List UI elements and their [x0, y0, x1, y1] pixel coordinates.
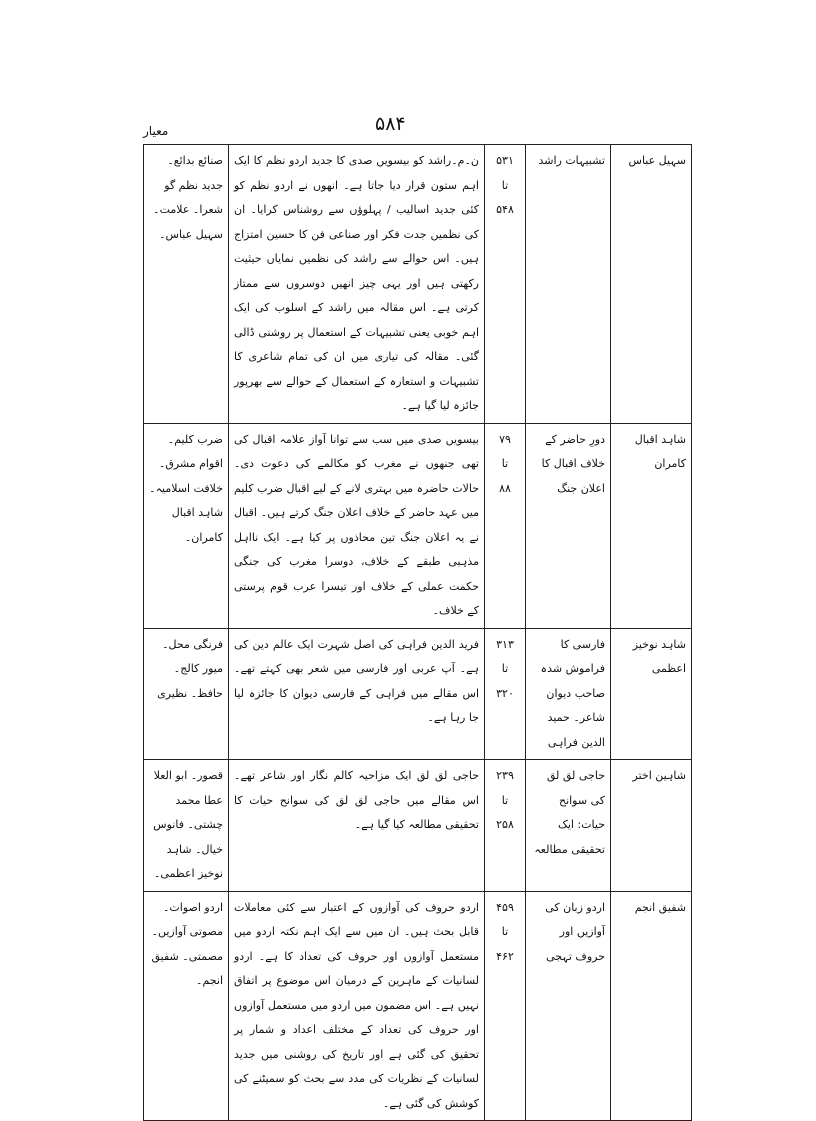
author-cell: شاہد اقبال کامران [611, 423, 692, 628]
page-range-part: تا [501, 662, 509, 675]
summary-cell: بیسویں صدی میں سب سے توانا آواز علامہ اقبال کی تھی جنھوں نے مغرب کو مکالمے کی دعوت دی۔ حالات حاضرہ میں بہتری لانے کے لیے اقبال ضرب کلیم میں عہد حاضر کے خلاف اعلان جنگ کرتے ہیں۔ اقبال نے یہ اعلان جنگ تین محاذوں پر کیا ہے۔ ایک نااہل مذہبی طبقے کے خلاف، دوسرا مغرب کی جنگی حکمت عملی کے خلاف اور تیسرا عرب قوم پرستی کے خلاف۔ [229, 423, 485, 628]
page-range-part: ۴۶۲ [496, 949, 514, 963]
page-range-part: ۸۸ [499, 481, 511, 495]
keywords-cell: صنائع بدائع۔ جدید نظم گو شعرا۔ علامت۔ سہیل عباس۔ [144, 145, 229, 424]
pages-cell [485, 891, 526, 1121]
page-range-part: ۳۱۳ [496, 637, 514, 651]
summary-cell: ن۔م۔راشد کو بیسویں صدی کا جدید اردو نظم کا ایک اہم ستون قرار دیا جاتا ہے۔ انھوں نے اردو نظم کو کئی جدید اسالیب / پہلوؤں سے روشناس کرایا۔ ان کی نظمیں جدت فکر اور صناعی فن کا حسین امتزاج ہیں۔ اس حوالے سے راشد کی نظمیں نمایاں حیثیت رکھتی ہیں اور یہی چیز انھیں دوسروں سے ممتاز کرتی ہے۔ اس مقالہ میں راشد کے اسلوب کی ایک اہم خوبی یعنی تشبیہات کے استعمال پر روشنی ڈالی گئی۔ مقالہ کی تیاری میں ان کی تمام شاعری کا تشبیہات و استعارہ کے استعمال کے حوالے سے بھرپور جائزہ لیا گیا ہے۔ [229, 145, 485, 424]
page-range-part: ۵۳۱ [496, 154, 514, 167]
title-cell: دورِ حاضر کے خلاف اقبال کا اعلان جنگ [526, 423, 611, 628]
keywords-cell: فرنگی محل۔ میور کالج۔ حافظ۔ نظیری [144, 628, 229, 760]
summary-cell: فرید الدین فراہی کی اصل شہرت ایک عالم دین کی ہے۔ آپ عربی اور فارسی میں شعر بھی کہتے تھے۔ اس مقالے میں فراہی کے فارسی دیوان کا جائزہ لیا جا رہا ہے۔ [229, 628, 485, 760]
index-table-body [144, 145, 692, 1121]
table-row [144, 423, 692, 628]
keywords-cell: قصور۔ ابو العلا عطا محمد چشتی۔ فانوس خیال۔ شاہد نوخیز اعظمی۔ [144, 760, 229, 892]
summary-cell: اردو حروف کی آوازوں کے اعتبار سے کئی معاملات قابل بحث ہیں۔ ان میں سے ایک اہم نکتہ اردو میں مستعمل آوازوں اور حروف کی تعداد کا ہے۔ اردو لسانیات کے ماہرین کے درمیان اس موضوع پر اتفاق نہیں ہے۔ اس مضمون میں اردو میں مستعمل آوازوں اور حروف کی تعداد کے مختلف اعداد و شمار پر تحقیق کی گئی ہے اور تاریخ کی روشنی میں جدید لسانیات کے نظریات کی مدد سے بحث کو سمیٹنے کی کوشش کی گئی ہے۔ [229, 891, 485, 1121]
index-table [143, 144, 692, 1121]
page-range-part: ۵۴۸ [496, 203, 514, 216]
pages-cell [485, 628, 526, 760]
author-cell: شاہد نوخیز اعظمی [611, 628, 692, 760]
page-range-part: تا [501, 925, 509, 938]
table-row [144, 628, 692, 760]
page-number: ۵۸۴ [375, 113, 406, 135]
title-cell: اردو زبان کی آوازیں اور حروف تہجی [526, 891, 611, 1121]
page-range-part: ۳۲۰ [496, 686, 514, 700]
table-row [144, 145, 692, 424]
page-range-part: ۷۹ [499, 432, 511, 446]
keywords-cell: ضرب کلیم۔ اقوام مشرق۔ خلافت اسلامیہ۔ شاہد اقبال کامران۔ [144, 423, 229, 628]
keywords-cell: اردو اصوات۔ مصوتی آوازیں۔ مصمتی۔ شفیق انجم۔ [144, 891, 229, 1121]
title-cell: تشبیہات راشد [526, 145, 611, 424]
author-cell: سہیل عباس [611, 145, 692, 424]
page-range-part: ۲۳۹ [496, 769, 514, 782]
page-range-part: تا [501, 457, 509, 470]
page-range-part: تا [501, 178, 509, 192]
pages-cell [485, 760, 526, 892]
author-cell: شفیق انجم [611, 891, 692, 1121]
table-row [144, 891, 692, 1121]
page-range-part: تا [501, 793, 509, 807]
summary-cell: حاجی لق لق ایک مزاحیہ کالم نگار اور شاعر تھے۔ اس مقالے میں حاجی لق لق کی سوانح حیات کا تحقیقی مطالعہ کیا گیا ہے۔ [229, 760, 485, 892]
author-cell: شاہین اختر [611, 760, 692, 892]
journal-name: معیار [143, 124, 169, 138]
page-range-part: ۲۵۸ [496, 818, 514, 831]
page-range-part: ۴۵۹ [496, 900, 514, 914]
pages-cell [485, 145, 526, 424]
title-cell: فارسی کا فراموش شدہ صاحب دیوان شاعر۔ حمید الدین فراہی [526, 628, 611, 760]
table-row [144, 760, 692, 892]
title-cell: حاجی لق لق کی سوانح حیات: ایک تحقیقی مطالعہ [526, 760, 611, 892]
pages-cell [485, 423, 526, 628]
